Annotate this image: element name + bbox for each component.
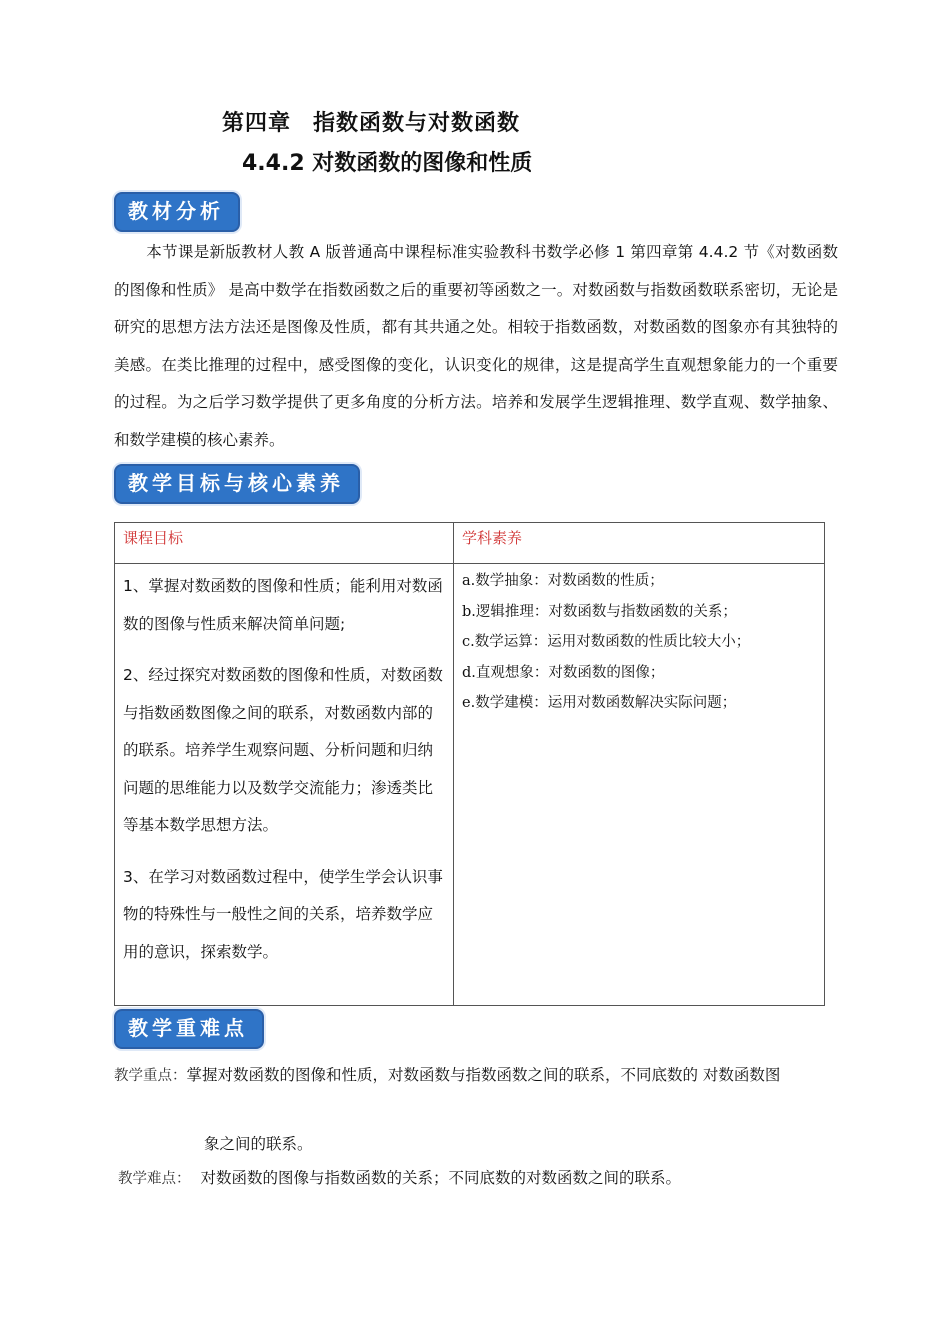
course-goal-item: 1、掌握对数函数的图像和性质；能利用对数函数的图像与性质来解决简单问题; [123, 577, 443, 633]
literacy-item: d.直观想象：对数函数的图像； [462, 664, 665, 681]
analysis-paragraph [114, 234, 838, 459]
key-point-label: 教学重点： [114, 1068, 187, 1084]
course-goal-item: 2、经过探究对数函数的图像和性质，对数函数与指数函数图像之间的联系，对数函数内部的的联系。培养学生观察问题、分析问题和归纳问题的思维能力以及数学交流能力；渗透类比等基本数学思想方法。 [123, 666, 443, 834]
key-point-block [114, 1058, 844, 1094]
difficulty-text: 对数函数的图像与指数函数的关系；不同底数的对数函数之间的联系。 [200, 1169, 682, 1187]
chapter-title: 指数函数与对数函数 [313, 111, 521, 136]
literacy-item: b.逻辑推理：对数函数与指数函数的关系； [462, 603, 737, 620]
badge-difficulty: 教学重难点 [114, 1009, 264, 1049]
chapter-heading [222, 106, 520, 137]
literacy-item: c.数学运算：运用对数函数的性质比较大小； [462, 634, 751, 650]
difficulty-block [118, 1166, 681, 1188]
literacy-cell [454, 564, 825, 1006]
literacy-item: a.数学抽象：对数函数的性质； [462, 573, 664, 589]
analysis-text: 本节课是新版教材人教 A 版普通高中课程标准实验教科书数学必修 1 第四章第 4.4.2 节《对数函数的图像和性质》 是高中数学在指数函数之后的重要初等函数之一。对数函数与指数函数联系密切，无论是研究的思想方法方法还是图像及性质，都有其共通之处。相较于指数函数，对数函数的图象亦有其独特的美感。在类比推理的过程中，感受图像的变化，认识变化的规律，这是提高学生直观想象能力的一个重要的过程。为之后学习数学提供了更多角度的分析方法。培养和发展学生逻辑推理、数学直观、数学抽象、和数学建模的核心素养。 [114, 243, 838, 449]
literacy-item: e.数学建模：运用对数函数解决实际问题； [462, 695, 737, 711]
difficulty-label: 教学难点： [118, 1171, 191, 1187]
chapter-number: 第四章 [222, 111, 292, 136]
course-goal-item: 3、在学习对数函数过程中，使学生学会认识事物的特殊性与一般性之间的关系，培养数学应用的意识，探索数学。 [123, 867, 443, 961]
course-goals-cell [115, 564, 454, 1006]
badge-goals: 教学目标与核心素养 [114, 464, 360, 504]
col-header-literacy: 学科素养 [454, 523, 825, 564]
goals-table [114, 522, 825, 1006]
key-point-text: 掌握对数函数的图像和性质，对数函数与指数函数之间的联系，不同底数的 对数函数图 [186, 1066, 781, 1084]
badge-analysis: 教材分析 [114, 192, 240, 232]
key-point-continuation: 象之间的联系。 [204, 1135, 313, 1153]
section-title: 4.4.2 对数函数的图像和性质 [242, 151, 533, 176]
col-header-course-goals: 课程目标 [115, 523, 454, 564]
